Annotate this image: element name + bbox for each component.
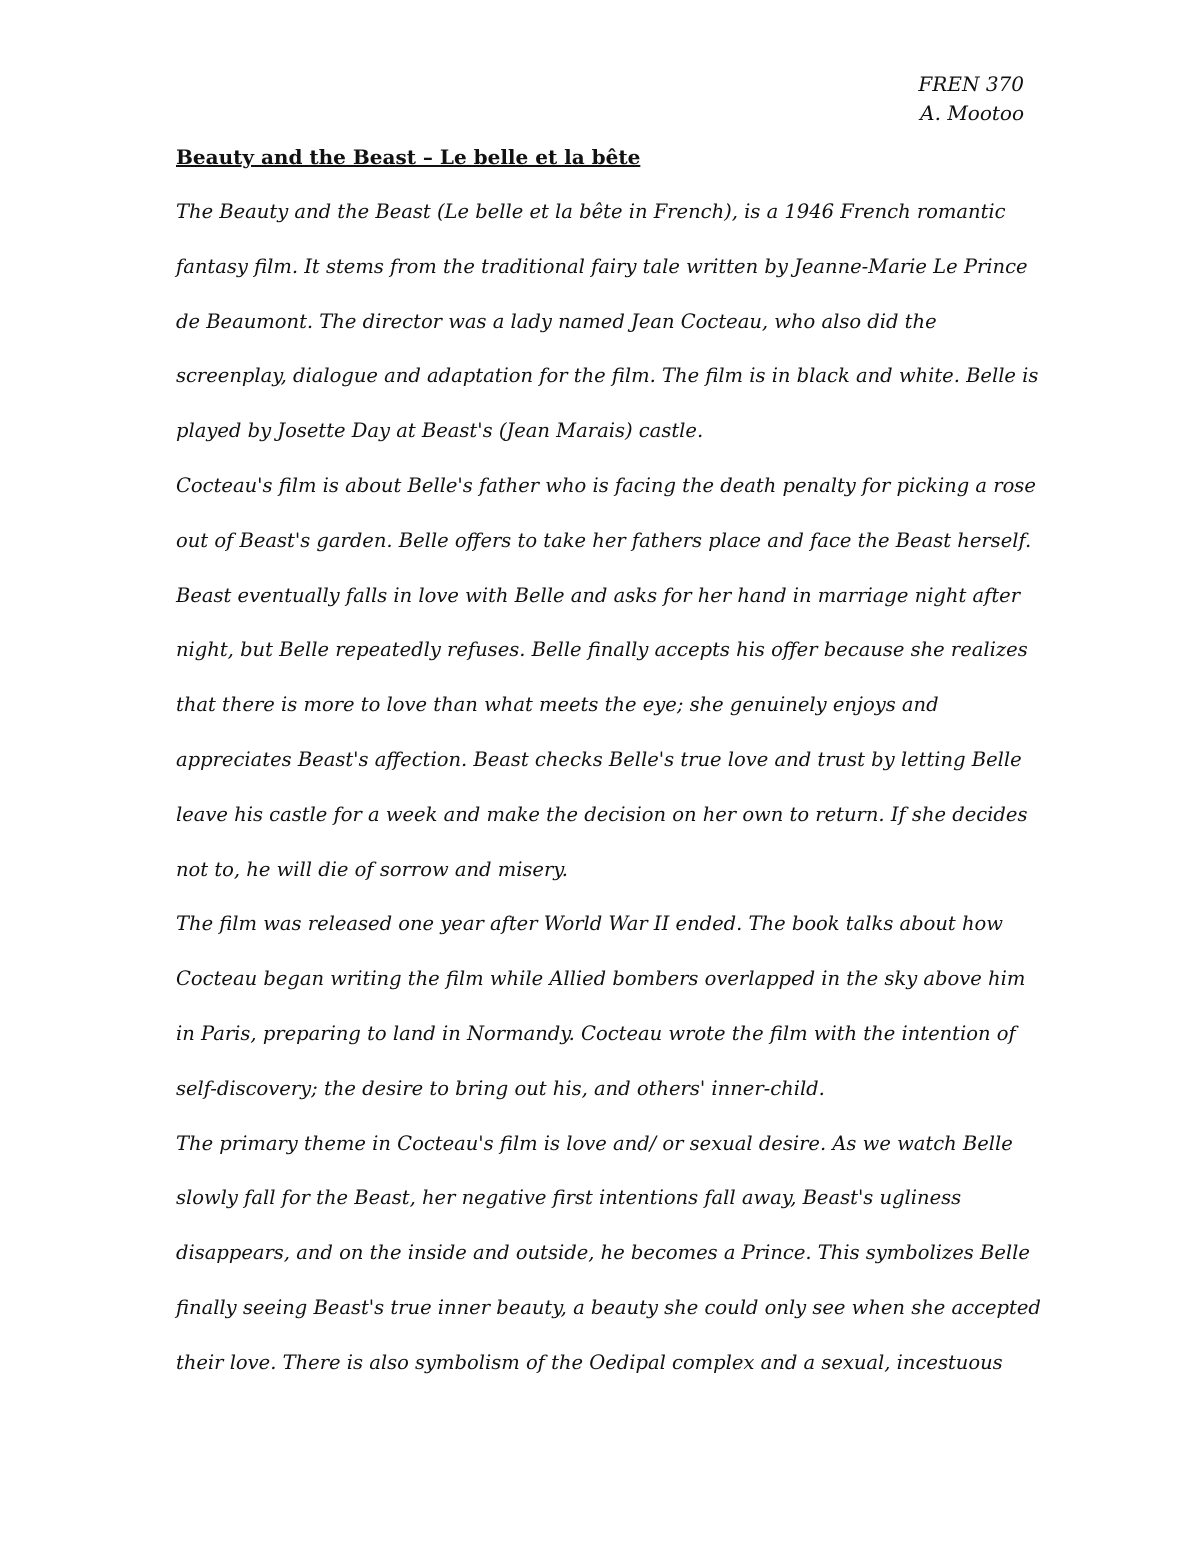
- header-block: [918, 70, 1024, 128]
- text-line: Beast eventually falls in love with Belle and asks for her hand in marriage night after: [176, 583, 1021, 607]
- body-text: [176, 195, 1041, 1401]
- text-line: slowly fall for the Beast, her negative first intentions fall away, Beast's ugliness: [176, 1186, 962, 1210]
- text-line: disappears, and on the inside and outside, he becomes a Prince. This symbolizes Belle: [176, 1241, 1030, 1265]
- text-line: not to, he will die of sorrow and misery.: [176, 857, 568, 881]
- text-line: Cocteau began writing the film while Allied bombers overlapped in the sky above him: [176, 967, 1026, 991]
- document-title: Beauty and the Beast – Le belle et la bête: [176, 145, 641, 169]
- text-line: The Beauty and the Beast (Le belle et la bête in French), is a 1946 French romantic: [176, 200, 1006, 223]
- text-line: leave his castle for a week and make the decision on her own to return. If she decides: [176, 802, 1028, 826]
- text-line: screenplay, dialogue and adaptation for the film. The film is in black and white. Belle is: [176, 364, 1039, 388]
- text-line: The primary theme in Cocteau's film is love and/ or sexual desire. As we watch Belle: [176, 1131, 1013, 1155]
- text-line: appreciates Beast's affection. Beast checks Belle's true love and trust by letting Belle: [176, 747, 1022, 771]
- text-line: night, but Belle repeatedly refuses. Belle finally accepts his offer because she realizes: [176, 638, 1028, 662]
- text-line: that there is more to love than what meets the eye; she genuinely enjoys and: [176, 693, 939, 717]
- text-line: in Paris, preparing to land in Normandy. Cocteau wrote the film with the intention of: [176, 1021, 1016, 1045]
- text-line: out of Beast's garden. Belle offers to take her fathers place and face the Beast herself.: [176, 528, 1032, 552]
- text-line: self-discovery; the desire to bring out his, and others' inner-child.: [176, 1076, 825, 1100]
- author-name: A. Mootoo: [920, 101, 1024, 125]
- course-code: FREN 370: [918, 72, 1024, 96]
- text-line: their love. There is also symbolism of the Oedipal complex and a sexual, incestuous: [176, 1350, 1003, 1374]
- text-line: finally seeing Beast's true inner beauty, a beauty she could only see when she accepted: [176, 1295, 1041, 1319]
- text-line: The film was released one year after World War II ended. The book talks about how: [176, 912, 1003, 936]
- text-line: fantasy film. It stems from the traditional fairy tale written by Jeanne-Marie Le Prince: [176, 254, 1028, 278]
- text-line: played by Josette Day at Beast's (Jean Marais) castle.: [176, 419, 704, 443]
- text-line: Cocteau's film is about Belle's father who is facing the death penalty for picking a rose: [176, 473, 1036, 497]
- text-line: de Beaumont. The director was a lady named Jean Cocteau, who also did the: [176, 309, 937, 333]
